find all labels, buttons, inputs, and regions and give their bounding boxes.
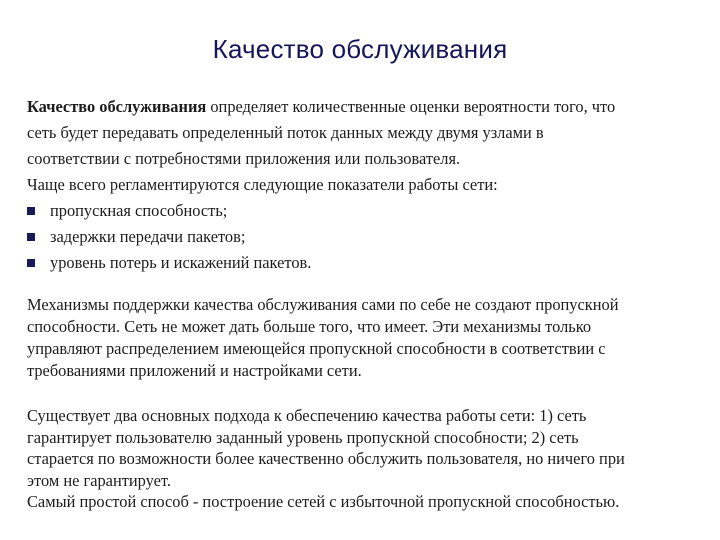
paragraph-line: этом не гарантирует. [27,470,171,490]
paragraph-mechanisms [27,294,699,382]
intro-line-1 [27,94,699,120]
intro-line-4: Чаще всего регламентируются следующие показатели работы сети: [27,175,498,194]
square-bullet-icon [27,233,35,241]
slide-title: Качество обслуживания [212,34,508,64]
intro-block [27,94,699,276]
intro-line-3: соответствии с потребностями приложения или пользователя. [27,149,461,168]
paragraph-line: способности. Сеть не может дать больше того, что имеет. Эти механизмы только [27,317,592,336]
bullet-item [27,250,699,276]
bullet-item [27,224,699,250]
paragraph-line: гарантирует пользователю заданный уровень пропускной способности; 2) сеть [27,427,579,447]
intro-line-1-rest: определяет количественные оценки вероятности того, что [206,97,616,116]
bullet-item [27,198,699,224]
bullet-text: пропускная способность; [50,201,228,220]
paragraph-line: управляют распределением имеющейся пропускной способности в соответствии с [27,339,606,358]
bullet-text: уровень потерь и искажений пакетов. [50,253,312,272]
intro-line-2: сеть будет передавать определенный поток данных между двумя узлами в [27,123,544,142]
paragraph-line: Самый простой способ - построение сетей с избыточной пропускной способностью. [27,492,620,511]
paragraph-line: Существует два основных подхода к обеспечению качества работы сети: 1) сеть [27,406,587,425]
bullet-text: задержки передачи пакетов; [50,227,246,246]
square-bullet-icon [27,207,35,215]
paragraph-line: старается по возможности более качественно обслужить пользователя, но ничего при [27,449,625,468]
paragraph-line: Механизмы поддержки качества обслуживания сами по себе не создают пропускной [27,295,619,314]
paragraph-approaches [27,405,699,513]
intro-term: Качество обслуживания [27,97,207,116]
paragraph-line: требованиями приложений и настройками сети. [27,361,362,380]
square-bullet-icon [27,259,35,267]
